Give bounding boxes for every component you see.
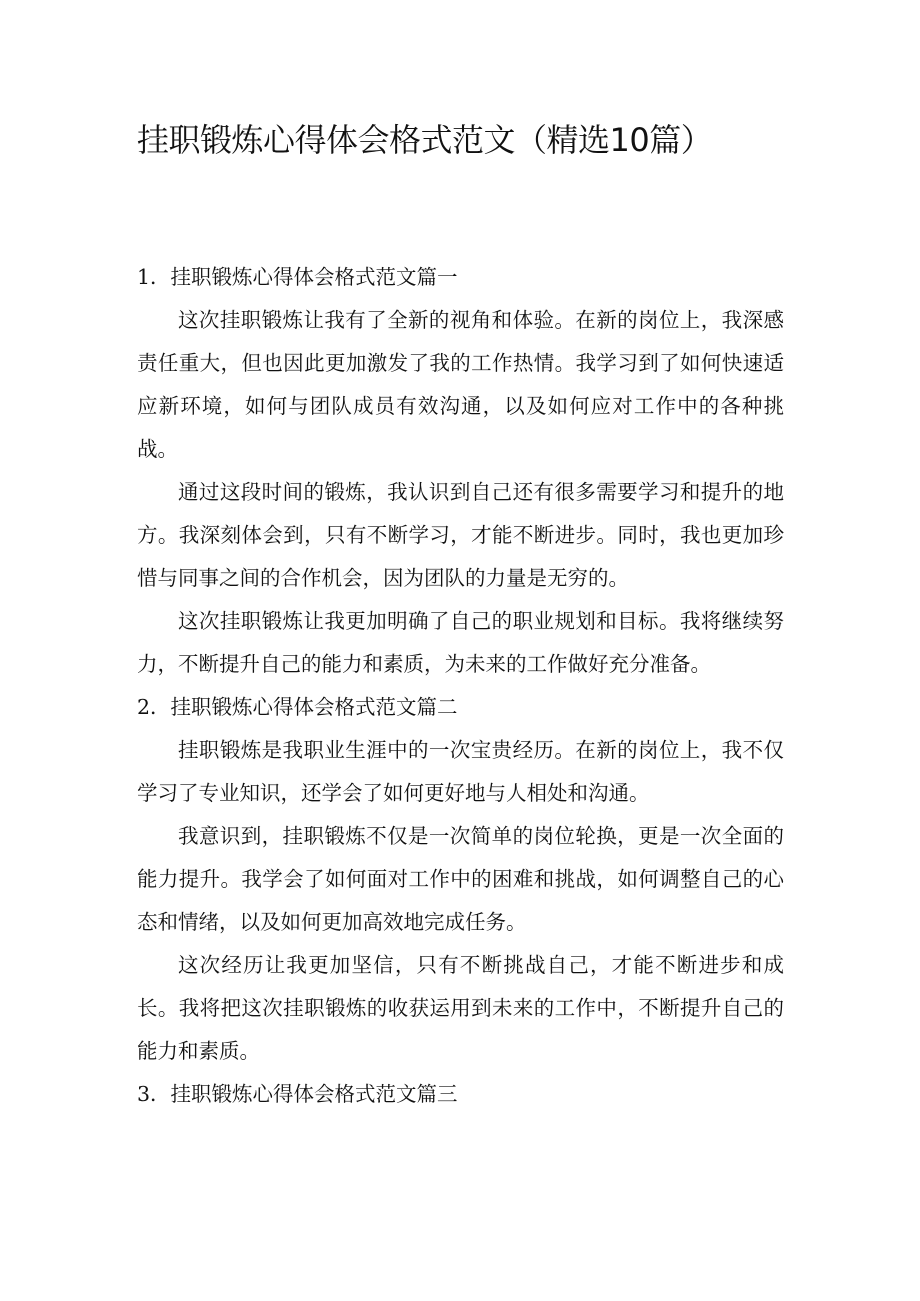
section-heading-1: 1．挂职锻炼心得体会格式范文篇一	[137, 265, 458, 289]
section-2-paragraph-3: 这次经历让我更加坚信，只有不断挑战自己，才能不断进步和成长。我将把这次挂职锻炼的收获运用到未来的工作中，不断提升自己的能力和素质。	[137, 953, 784, 1063]
document-body	[137, 256, 784, 1116]
section-heading-2: 2．挂职锻炼心得体会格式范文篇二	[137, 695, 458, 719]
section-2-paragraph-1: 挂职锻炼是我职业生涯中的一次宝贵经历。在新的岗位上，我不仅学习了专业知识，还学会了如何更好地与人相处和沟通。	[137, 738, 784, 805]
section-heading-3: 3．挂职锻炼心得体会格式范文篇三	[137, 1082, 458, 1106]
document-title: 挂职锻炼心得体会格式范文（精选10篇）	[137, 121, 713, 159]
section-1-paragraph-1: 这次挂职锻炼让我有了全新的视角和体验。在新的岗位上，我深感责任重大，但也因此更加激发了我的工作热情。我学习到了如何快速适应新环境，如何与团队成员有效沟通，以及如何应对工作中的各种挑战。	[137, 308, 784, 461]
section-1-paragraph-3: 这次挂职锻炼让我更加明确了自己的职业规划和目标。我将继续努力，不断提升自己的能力和素质，为未来的工作做好充分准备。	[137, 609, 784, 676]
section-1-paragraph-2: 通过这段时间的锻炼，我认识到自己还有很多需要学习和提升的地方。我深刻体会到，只有不断学习，才能不断进步。同时，我也更加珍惜与同事之间的合作机会，因为团队的力量是无穷的。	[137, 480, 784, 590]
section-2-paragraph-2: 我意识到，挂职锻炼不仅是一次简单的岗位轮换，更是一次全面的能力提升。我学会了如何面对工作中的困难和挑战，如何调整自己的心态和情绪，以及如何更加高效地完成任务。	[137, 824, 784, 934]
